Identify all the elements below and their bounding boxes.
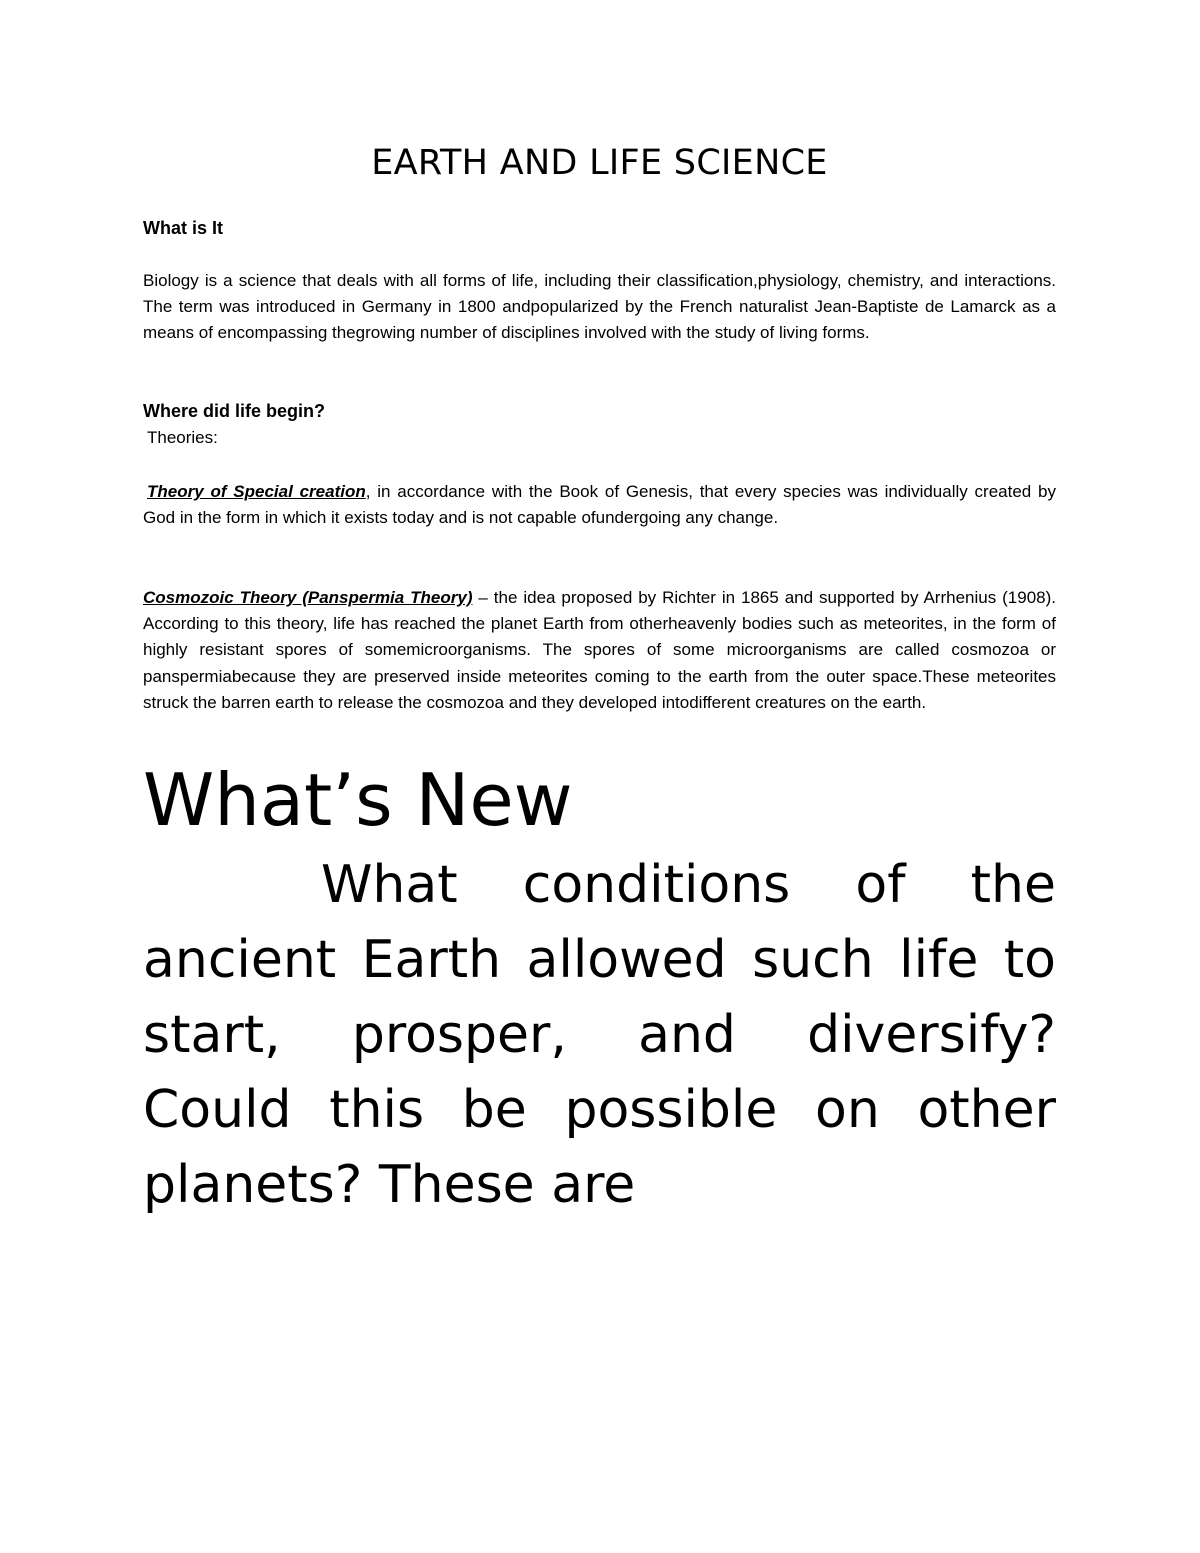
whats-new-heading: What’s New [143, 758, 573, 842]
where-life-began-heading: Where did life begin? [143, 401, 326, 421]
special-creation-text: , in accordance with the Book of Genesis, that every species was individually created by God in the form in which it exists today and is not capable ofundergoing any change. [143, 482, 1056, 528]
special-creation-term: Theory of Special creation [147, 482, 366, 501]
what-is-it-heading: What is It [143, 218, 223, 238]
cosmozoic-text: – the idea proposed by Richter in 1865 and supported by Arrhenius (1908). According to this theory, life has reached the planet Earth from otherheavenly bodies such as meteorites, in the form of highly resistant spores of somemicroorganisms. The spores of some microorganisms are called cosmozoa or panspermiabecause they are preserved inside meteorites coming to the earth from the outer space.These meteorites struck the barren earth to release the cosmozoa and they developed intodifferent creatures on the earth. [143, 588, 1057, 712]
whats-new-paragraph [143, 848, 1056, 1223]
cosmozoic-paragraph [143, 585, 1056, 716]
whats-new-text: What conditions of the ancient Earth allowed such life to start, prosper, and diversify? Could this be possible on other planets? These are [143, 855, 1056, 1215]
special-creation-paragraph [143, 479, 1056, 531]
theories-label: Theories: [147, 428, 218, 447]
document-title: EARTH AND LIFE SCIENCE [371, 143, 828, 183]
cosmozoic-term: Cosmozoic Theory (Panspermia Theory) [143, 588, 473, 607]
biology-paragraph: Biology is a science that deals with all forms of life, including their classification,physiology, chemistry, and interactions. The term was introduced in Germany in 1800 andpopularized by the French naturalist Jean-Baptiste de Lamarck as a means of encompassing thegrowing number of disciplines involved with the study of living forms. [143, 271, 1056, 343]
